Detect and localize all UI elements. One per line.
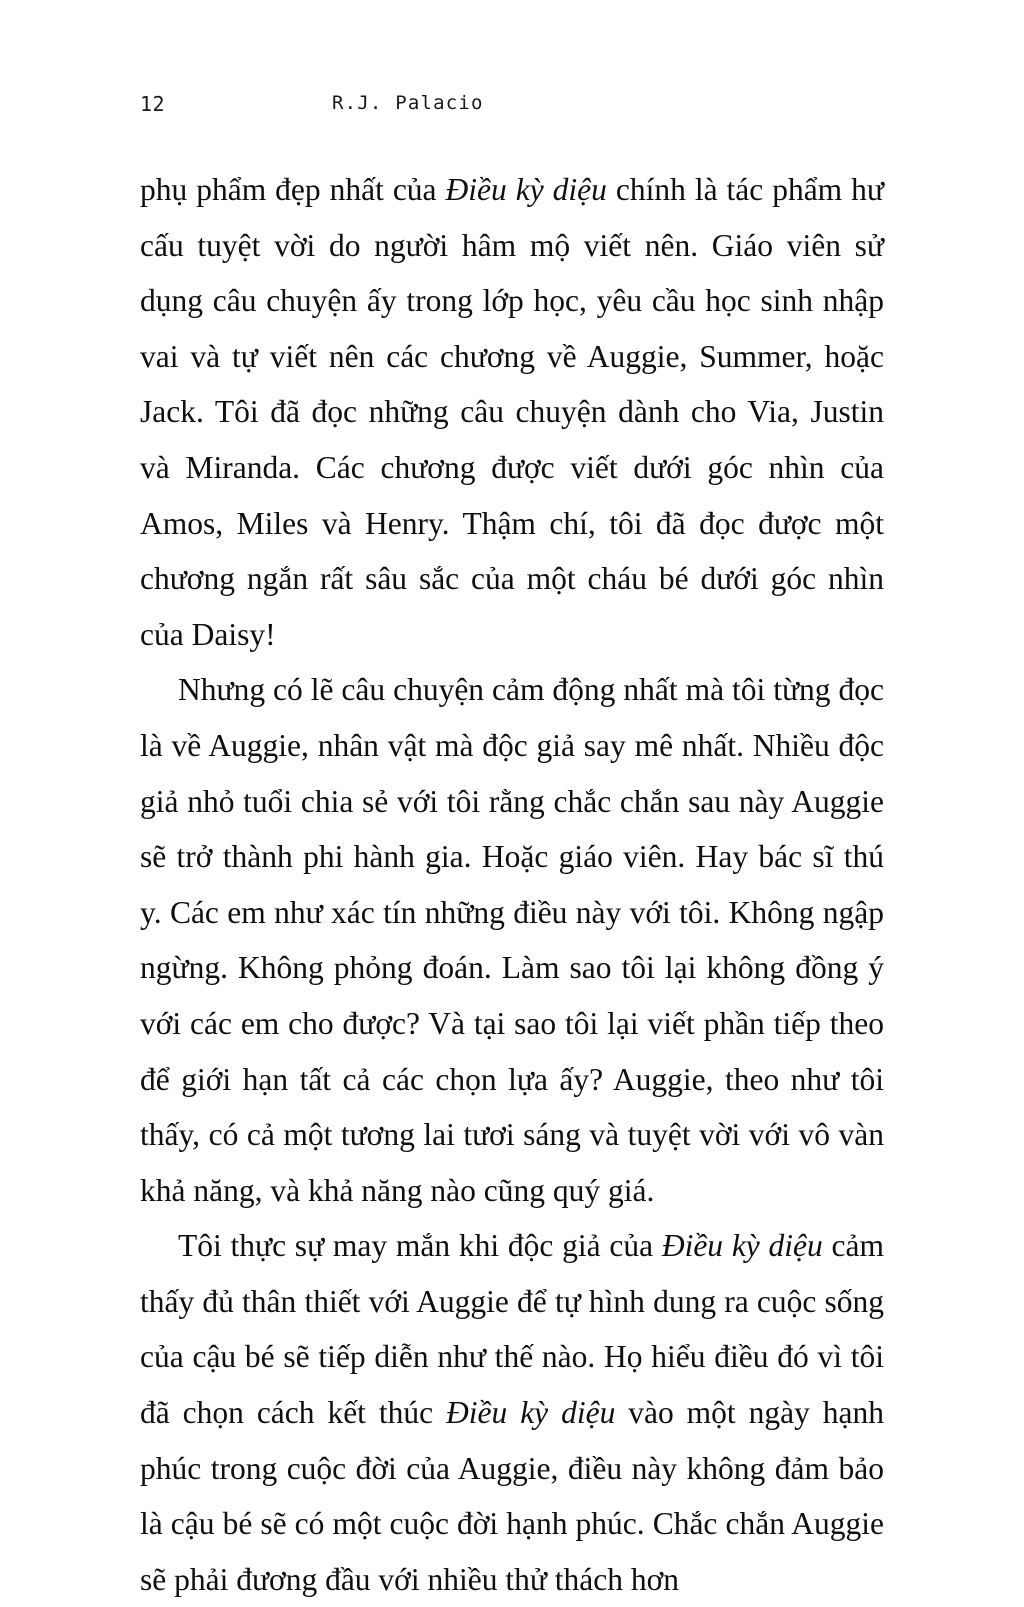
page-number: 12 [140,92,166,116]
text-run: chính là tác phẩm hư cấu tuyệt vời do người hâm mộ viết nên. Giáo viên sử dụng câu chuyện ấy trong lớp học, yêu cầu học sinh nhập vai và tự viết nên các chương về Auggie, Summer, hoặc Jack. Tôi đã đọc những câu chuyện dành cho Via, Justin và Miranda. Các chương được viết dưới góc nhìn của Amos, Miles và Henry. Thậm chí, tôi đã đọc được một chương ngắn rất sâu sắc của một cháu bé dưới góc nhìn của Daisy! [140,172,884,652]
book-title-italic: Điều kỳ diệu [446,1395,616,1431]
text-run: Tôi thực sự may mắn khi độc giả của [178,1228,662,1264]
book-title-italic: Điều kỳ diệu [445,172,607,207]
paragraph [140,662,884,1218]
text-run: Nhưng có lẽ câu chuyện cảm động nhất mà tôi từng đọc là về Auggie, nhân vật mà độc giả say mê nhất. Nhiều độc giả nhỏ tuổi chia sẻ với tôi rằng chắc chắn sau này Auggie sẽ trở thành phi hành gia. Hoặc giáo viên. Hay bác sĩ thú y. Các em như xác tín những điều này với tôi. Không ngập ngừng. Không phỏng đoán. Làm sao tôi lại không đồng ý với các em cho được? Và tại sao tôi lại viết phần tiếp theo để giới hạn tất cả các chọn lựa ấy? Auggie, theo như tôi thấy, có cả một tương lai tươi sáng và tuyệt vời với vô vàn khả năng, và khả năng nào cũng quý giá. [140,672,884,1208]
running-head [140,92,884,120]
text-run: phụ phẩm đẹp nhất của [140,172,446,207]
author-running-head: R.J. Palacio [331,92,484,114]
text-run: vào một ngày hạnh phúc trong cuộc đời của Auggie, điều này không đảm bảo là cậu bé sẽ có một cuộc đời hạnh phúc. Chắc chắn Auggie sẽ phải đương đầu với nhiều thử thách hơn [140,1395,884,1597]
text-run: cảm thấy đủ thân thiết với Auggie để tự hình dung ra cuộc sống của cậu bé sẽ tiếp diễn như thế nào. Họ hiểu điều đó vì tôi đã chọn cách kết thúc [140,1228,884,1431]
paragraph [140,1218,884,1607]
body-text [140,162,884,1607]
book-title-italic: Điều kỳ diệu [661,1228,823,1264]
paragraph [140,162,884,662]
